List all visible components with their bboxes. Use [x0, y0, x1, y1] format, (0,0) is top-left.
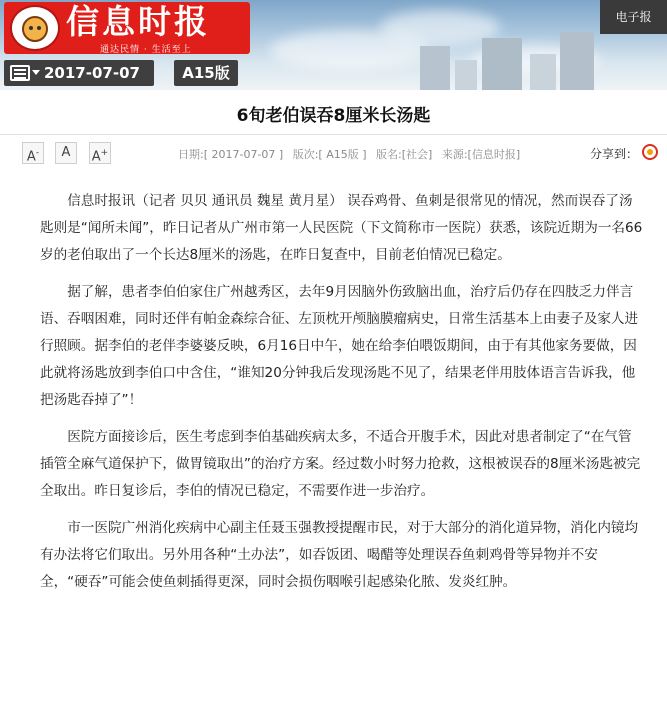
font-large-label: A [91, 149, 101, 165]
share-label: 分享到： [590, 147, 639, 161]
font-large-sup: + [100, 148, 109, 158]
banner-building [482, 38, 522, 90]
meta-source: 来源:[信息时报] [441, 148, 521, 161]
article-paragraph: 信息时报讯（记者 贝贝 通讯员 魏星 黄月星） 误吞鸡骨、鱼刺是很常见的情况，然而误吞了汤匙则是“闻所未闻”，昨日记者从广州市第一人民医院（下文简称市一医院）获悉，该院近期为一名66岁的老伯取出了一个长达8厘米的汤匙，在昨日复查中，目前老伯情况已稳定。 [40, 193, 643, 263]
banner-building [560, 32, 594, 90]
meta-section: 版名:[社会] [376, 148, 433, 161]
banner-building [420, 46, 450, 90]
banner-building [455, 60, 477, 90]
article-body [40, 188, 644, 606]
logo-slogan: 通达民情 · 生活至上 [100, 45, 192, 55]
weibo-icon[interactable] [642, 144, 658, 160]
font-small-label: A [26, 149, 36, 165]
issue-date: 2017-07-07 [44, 64, 140, 82]
title-divider [0, 134, 667, 135]
date-selector[interactable] [4, 60, 154, 86]
meta-date: 日期:[ 2017-07-07 ] [178, 148, 284, 161]
banner-building [530, 54, 556, 90]
meta-edition: 版次:[ A15版 ] [292, 148, 367, 161]
epaper-link[interactable]: 电子报 [600, 0, 667, 34]
font-size-increase-button[interactable] [89, 142, 111, 164]
font-normal-label: A [61, 145, 71, 160]
calendar-icon [10, 65, 30, 81]
edition-selector[interactable]: A15版 [174, 60, 238, 86]
font-size-decrease-button[interactable] [22, 142, 44, 164]
lion-mascot-icon [10, 5, 60, 51]
site-logo[interactable] [4, 2, 250, 54]
header-banner [0, 0, 667, 90]
caret-down-icon [32, 70, 40, 75]
article-meta [178, 146, 526, 162]
article-paragraph: 医院方面接诊后，医生考虑到李伯基础疾病太多，不适合开腹手术，因此对患者制定了“在气管插管全麻气道保护下，做胃镜取出”的治疗方案。经过数小时努力抢救，这根被误吞的8厘米汤匙被完全取出。昨日复诊后，李伯的情况已稳定，不需要作进一步治疗。 [40, 429, 641, 499]
article-paragraph: 市一医院广州消化疾病中心副主任聂玉强教授提醒市民，对于大部分的消化道异物，消化内镜均有办法将它们取出。另外用各种“土办法”，如吞饭团、喝醋等处理误吞鱼刺鸡骨等异物并不安全，“硬吞”可能会使鱼刺插得更深，同时会损伤咽喉引起感染化脓、发炎红肿。 [40, 520, 639, 590]
font-small-sup: - [35, 148, 40, 158]
logo-title: 信息时报 [66, 2, 210, 41]
article-title: 6旬老伯误吞8厘米长汤匙 [236, 106, 431, 126]
font-size-normal-button[interactable] [55, 142, 77, 164]
article-paragraph: 据了解，患者李伯伯家住广州越秀区，去年9月因脑外伤致脑出血，治疗后仍存在四肢乏力伴言语、吞咽困难，同时还伴有帕金森综合征、左顶枕开颅脑膜瘤病史，日常生活基本上由妻子及家人进行照顾。据李伯的老伴李婆婆反映，6月16日中午，她在给李伯喂饭期间，由于有其他家务要做，因此就将汤匙放到李伯口中含住，“谁知20分钟我后发现汤匙不见了，结果老伴用肢体语言告诉我，他把汤匙吞掉了”！ [40, 284, 639, 408]
